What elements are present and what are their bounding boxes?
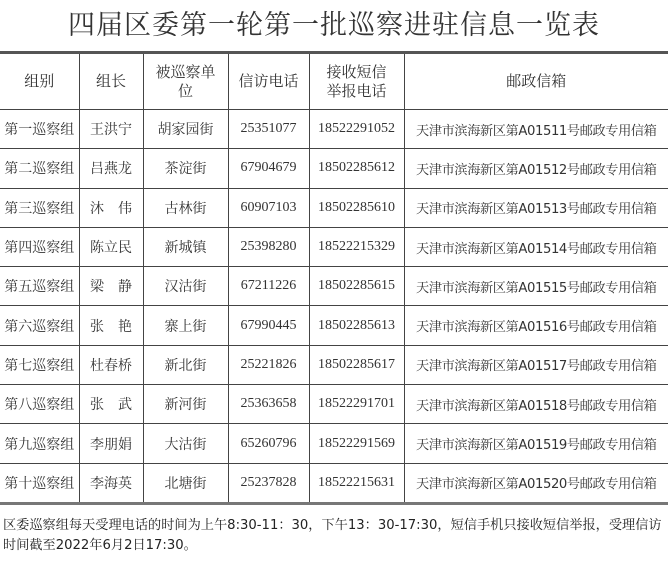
- cell-mailbox: 天津市滨海新区第A01511号邮政专用信箱: [404, 110, 668, 149]
- cell-unit: 新北街: [143, 345, 228, 384]
- cell-sms-phone: 18502285613: [309, 306, 404, 345]
- cell-phone: 25237828: [228, 463, 309, 503]
- header-phone: 信访电话: [228, 53, 309, 110]
- cell-leader: 沐 伟: [79, 188, 143, 227]
- table-row: [0, 463, 668, 503]
- table-row: [0, 345, 668, 384]
- cell-group: 第一巡察组: [0, 110, 79, 149]
- cell-sms-phone: 18502285617: [309, 345, 404, 384]
- cell-leader: 王洪宁: [79, 110, 143, 149]
- cell-sms-phone: 18502285610: [309, 188, 404, 227]
- cell-mailbox: 天津市滨海新区第A01515号邮政专用信箱: [404, 267, 668, 306]
- header-mailbox: 邮政信箱: [404, 53, 668, 110]
- header-leader: 组长: [79, 53, 143, 110]
- cell-phone: 67990445: [228, 306, 309, 345]
- cell-group: 第六巡察组: [0, 306, 79, 345]
- cell-phone: 67904679: [228, 149, 309, 188]
- cell-mailbox: 天津市滨海新区第A01512号邮政专用信箱: [404, 149, 668, 188]
- header-sms-phone: 接收短信举报电话: [309, 53, 404, 110]
- table-row: [0, 424, 668, 463]
- cell-leader: 李海英: [79, 463, 143, 503]
- cell-leader: 吕燕龙: [79, 149, 143, 188]
- table-row: [0, 110, 668, 149]
- cell-unit: 新河街: [143, 385, 228, 424]
- page-title: 四届区委第一轮第一批巡察进驻信息一览表: [68, 10, 600, 41]
- cell-phone: 25363658: [228, 385, 309, 424]
- cell-group: 第五巡察组: [0, 267, 79, 306]
- cell-group: 第二巡察组: [0, 149, 79, 188]
- cell-mailbox: 天津市滨海新区第A01514号邮政专用信箱: [404, 227, 668, 266]
- cell-mailbox: 天津市滨海新区第A01517号邮政专用信箱: [404, 345, 668, 384]
- cell-group: 第十巡察组: [0, 463, 79, 503]
- footnote: 区委巡察组每天受理电话的时间为上午8:30-11：30，下午13：30-17:30，短信手机只接收短信举报，受理信访时间截至2022年6月2日17:30。: [3, 518, 662, 553]
- header-group: 组别: [0, 53, 79, 110]
- cell-sms-phone: 18522215631: [309, 463, 404, 503]
- cell-unit: 古林街: [143, 188, 228, 227]
- cell-group: 第三巡察组: [0, 188, 79, 227]
- cell-group: 第七巡察组: [0, 345, 79, 384]
- cell-unit: 新城镇: [143, 227, 228, 266]
- cell-leader: 张 武: [79, 385, 143, 424]
- cell-unit: 大沽街: [143, 424, 228, 463]
- cell-phone: 60907103: [228, 188, 309, 227]
- cell-unit: 茶淀街: [143, 149, 228, 188]
- table-row: [0, 267, 668, 306]
- table-row: [0, 227, 668, 266]
- cell-unit: 汉沽街: [143, 267, 228, 306]
- cell-phone: 67211226: [228, 267, 309, 306]
- cell-group: 第八巡察组: [0, 385, 79, 424]
- cell-mailbox: 天津市滨海新区第A01516号邮政专用信箱: [404, 306, 668, 345]
- cell-sms-phone: 18522215329: [309, 227, 404, 266]
- cell-leader: 梁 静: [79, 267, 143, 306]
- table-row: [0, 188, 668, 227]
- table-row: [0, 149, 668, 188]
- cell-phone: 65260796: [228, 424, 309, 463]
- table-header-row: [0, 53, 668, 110]
- cell-mailbox: 天津市滨海新区第A01519号邮政专用信箱: [404, 424, 668, 463]
- cell-group: 第九巡察组: [0, 424, 79, 463]
- cell-leader: 陈立民: [79, 227, 143, 266]
- cell-sms-phone: 18522291052: [309, 110, 404, 149]
- cell-phone: 25221826: [228, 345, 309, 384]
- table-row: [0, 306, 668, 345]
- cell-leader: 张 艳: [79, 306, 143, 345]
- cell-unit: 北塘街: [143, 463, 228, 503]
- cell-mailbox: 天津市滨海新区第A01513号邮政专用信箱: [404, 188, 668, 227]
- cell-mailbox: 天津市滨海新区第A01518号邮政专用信箱: [404, 385, 668, 424]
- cell-leader: 李朋娟: [79, 424, 143, 463]
- inspection-table: [0, 51, 668, 505]
- cell-phone: 25351077: [228, 110, 309, 149]
- cell-sms-phone: 18522291701: [309, 385, 404, 424]
- cell-unit: 寨上街: [143, 306, 228, 345]
- cell-sms-phone: 18502285612: [309, 149, 404, 188]
- cell-group: 第四巡察组: [0, 227, 79, 266]
- cell-unit: 胡家园街: [143, 110, 228, 149]
- header-unit: 被巡察单位: [143, 53, 228, 110]
- cell-leader: 杜春桥: [79, 345, 143, 384]
- cell-sms-phone: 18522291569: [309, 424, 404, 463]
- cell-phone: 25398280: [228, 227, 309, 266]
- table-row: [0, 385, 668, 424]
- cell-mailbox: 天津市滨海新区第A01520号邮政专用信箱: [404, 463, 668, 503]
- cell-sms-phone: 18502285615: [309, 267, 404, 306]
